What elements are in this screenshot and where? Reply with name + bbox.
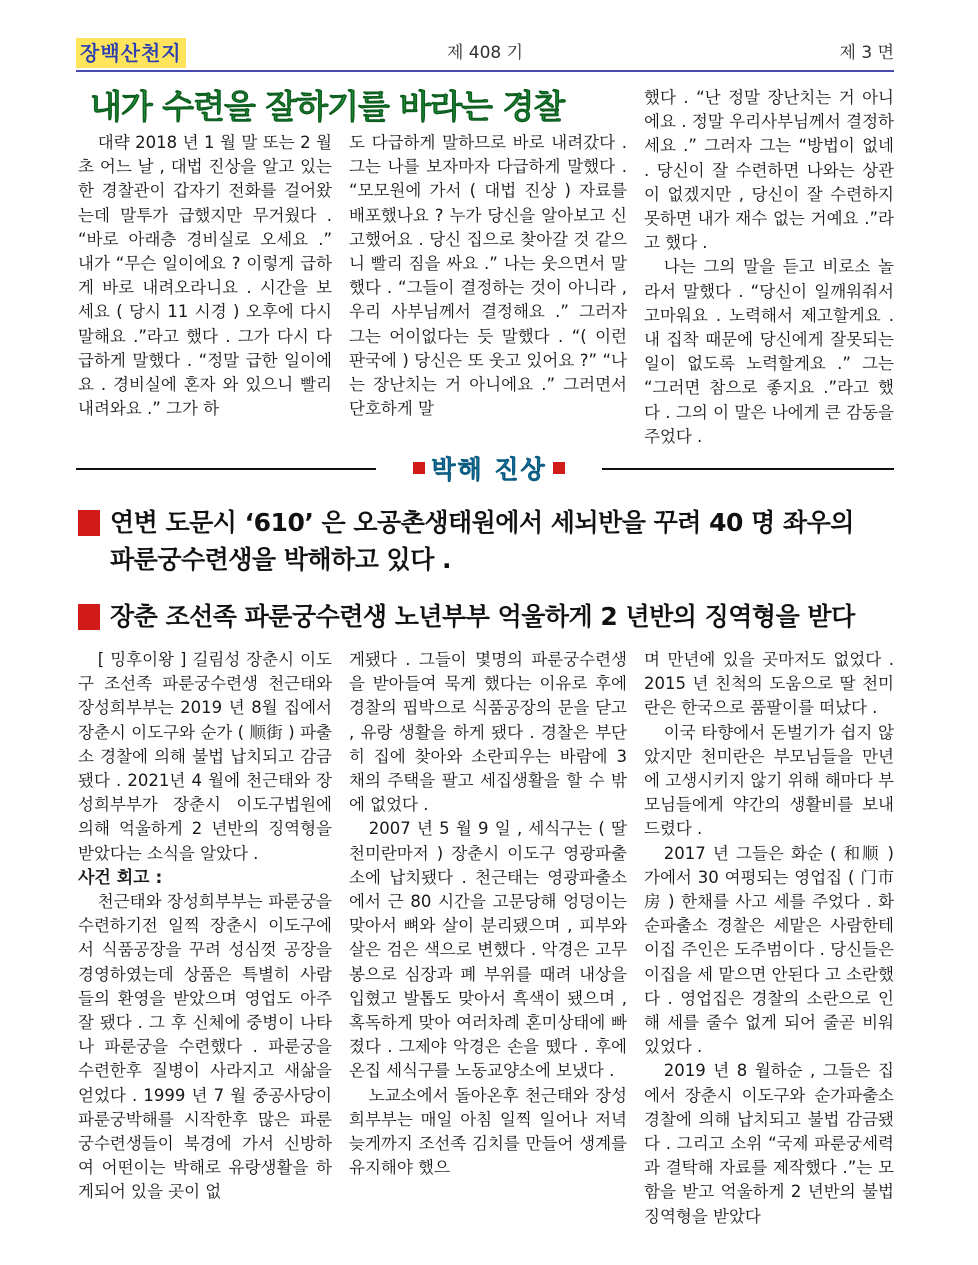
article1-column-3 — [644, 86, 894, 449]
headline-couple-sentenced — [78, 598, 898, 635]
article2-intro: [ 밍후이왕 ] 길림성 장춘시 이도구 조선족 파룬궁수련생 천근태와 장성희부부는 2019 년 8월 집에서 장춘시 이도구와 순가 ( 顺街 ) 파출소 경찰에 의해 불법 납치되고 감금됐다 . 2021년 4 월에 천근태와 장성희부부가 장춘시 이도구법원에 의해 억울하게 2 년반의 징역형을 받았다는 소식을 알았다 . — [78, 650, 332, 863]
article1-col3-para1: 했다 . “난 정말 장난치는 거 아니에요 . 정말 우리사부님께서 결정하세요 .” 그러자 그는 “방법이 없네 . 당신이 잘 수련하면 나와는 상관이 없겠지만 , 당신이 잘 수련하지 못하면 내가 재수 없는 거예요 .”라고 했다 . — [644, 88, 894, 253]
section-heading-text: 박해 진상 — [431, 455, 547, 484]
article1-col1-text: 대략 2018 년 1 월 말 또는 2 월 초 어느 날 , 대법 진상을 알고 있는 한 경찰관이 갑자기 전화를 걸어왔는데 말투가 급했지만 무거웠다 . “바로 아래층 경비실로 오세요 .” 내가 “무슨 일이에요 ? 이렇게 급하게 바로 내려오라니요 . 시간을 보세요 ( 당시 11 시경 ) 오후에 다시 말해요 .”라고 했다 . 그가 다시 다급하게 말했다 . “정말 급한 일이에요 . 경비실에 혼자 와 있으니 빨리 내려와요 .” 그가 하 — [78, 133, 332, 419]
article2-column-3 — [644, 648, 894, 1229]
red-square-icon — [413, 462, 425, 474]
section-heading — [384, 450, 594, 488]
article2-column-2 — [349, 648, 627, 1180]
article2-column-1 — [78, 648, 332, 1205]
article2-col2-para2: 2007 년 5 월 9 일 , 세식구는 ( 딸 천미란마저 ) 장춘시 이도구 영광파출소에 납치됐다 . 천근태는 영광파출소에서 근 80 시간을 고문당해 엉덩이는 맞아서 뼈와 살이 분리됐으며 , 피부와 살은 검은 색으로 변했다 . 악경은 고무봉으로 심장과 폐 부위를 때려 내상을 입혔고 발톱도 맞아서 흑색이 됐으며 , 혹독하게 맞아 여러차례 혼미상태에 빠졌다 . 그제야 악경은 손을 뗐다 . 후에 온집 세식구를 노동교양소에 보냈다 . — [349, 819, 627, 1081]
article2-col3-para3: 2017 년 그들은 화순 ( 和顺 ) 가에서 30 여평되는 영업집 ( 门市房 ) 한채를 사고 세를 주었다 . 화순파출소 경찰은 세맡은 사람한테 이집 주인은 도주범이다 . 당신들은 이집을 세 맡으면 안된다 고 소란했다 . 영업집은 경찰의 소란으로 인해 세를 줄수 없게 되어 줄곧 비워있었다 . — [644, 843, 894, 1057]
headline-brainwashing — [78, 504, 898, 578]
article1-col3-para2: 나는 그의 말을 듣고 비로소 놀라서 말했다 . “당신이 일깨워줘서 고마워요 . 노력해서 제고할게요 . 내 집착 때문에 당신에게 잘못되는 일이 없도록 노력할게요 .” 그는 “그러면 참으로 좋지요 .”라고 했다 . 그의 이 말은 나에게 큰 감동을 주었다 . — [644, 257, 894, 446]
newspaper-logo: 장백산천지 — [76, 38, 186, 68]
header-divider — [76, 70, 894, 72]
page-header — [76, 36, 894, 72]
article2-col2-para1: 게됐다 . 그들이 몇명의 파룬궁수련생을 받아들여 묵게 했다는 이유로 후에 경찰의 핍박으로 식품공장의 문을 닫고 , 유랑 생활을 하게 됐다 . 경찰은 부단히 집에 찾아와 소란피우는 바람에 3 채의 주택을 팔고 세집생활을 할 수 밖에 없었다 . — [349, 650, 627, 815]
section-rule-right — [602, 468, 894, 470]
article2-col3-para4: 2019 년 8 월하순 , 그들은 집에서 장춘시 이도구와 순가파출소 경찰에 의해 납치되고 불법 감금됐다 . 그리고 소위 “국제 파룬궁세력과 결탁해 자료를 제작했다 .”는 모함을 받고 억울하게 2 년반의 불법징역형을 받았다 — [644, 1061, 894, 1226]
red-marker-icon — [78, 604, 100, 630]
article2-col3-para2: 이국 타향에서 돈벌기가 쉽지 않았지만 천미란은 부모님들을 만년에 고생시키지 않기 위해 해마다 부모님들에게 약간의 생활비를 보내드렸다 . — [644, 722, 894, 839]
article1-title: 내가 수련을 잘하기를 바라는 경찰 — [90, 87, 565, 126]
article2-col2-para3: 노교소에서 돌아온후 천근태와 장성희부부는 매일 아침 일찍 일어나 저녁 늦게까지 조선족 김치를 만들어 생계를 유지해야 했으 — [349, 1085, 627, 1178]
article1-column-2 — [349, 131, 627, 421]
page-number: 제 3 면 — [839, 43, 894, 63]
article2-col3-para1: 며 만년에 있을 곳마저도 없었다 . 2015 년 친척의 도움으로 딸 천미란은 한국으로 품팔이를 떠났다 . — [644, 650, 894, 718]
article2-background: 천근태와 장성희부부는 파룬궁을 수련하기전 일찍 장춘시 이도구에서 식품공장을 꾸려 성심껏 공장을 경영하였는데 상품은 특별히 사람들의 환영을 받았으며 영업도 아주 잘 됐다 . 그 후 신체에 중병이 나타나 파룬궁을 수련했다 . 파룬궁을 수련한후 질병이 사라지고 새삶을 얻었다 . 1999 년 7 월 중공사당이 파룬궁박해를 시작한후 많은 파룬궁수련생들이 북경에 가서 신방하여 어떤이는 박해로 유랑생활을 하게되어 있을 곳이 없 — [78, 892, 332, 1202]
article1-col2-text: 도 다급하게 말하므로 바로 내려갔다 . 그는 나를 보자마자 다급하게 말했다 . “모모원에 가서 ( 대법 진상 ) 자료를 배포했나요 ? 누가 당신을 알아보고 신고했어요 . 당신 집으로 찾아갈 것 같으니 빨리 짐을 싸요 .” 나는 웃으면서 말했다 . “그들이 결정하는 것이 아니라 , 우리 사부님께서 결정해요 .” 그러자 그는 어이없다는 듯 말했다 . “( 이런 판국에 ) 당신은 또 웃고 있어요 ?” “나는 장난치는 거 아니에요 .” 그러면서 단호하게 말 — [349, 133, 627, 419]
red-marker-icon — [78, 510, 100, 536]
section-rule-left — [76, 468, 376, 470]
article1-column-1 — [78, 131, 332, 421]
headline-brainwashing-line2: 파룬궁수련생을 박해하고 있다 . — [110, 545, 452, 574]
headline-brainwashing-line1: 연변 도문시 ‘610’ 은 오공촌생태원에서 세뇌반을 꾸려 40 명 좌우의 — [110, 508, 854, 537]
article2-subheading: 사건 회고 : — [78, 867, 163, 888]
headline-couple-sentenced-text: 장춘 조선족 파룬궁수련생 노년부부 억울하게 2 년반의 징역형을 받다 — [110, 602, 855, 631]
red-square-icon — [553, 462, 565, 474]
issue-number: 제 408 기 — [446, 43, 524, 63]
